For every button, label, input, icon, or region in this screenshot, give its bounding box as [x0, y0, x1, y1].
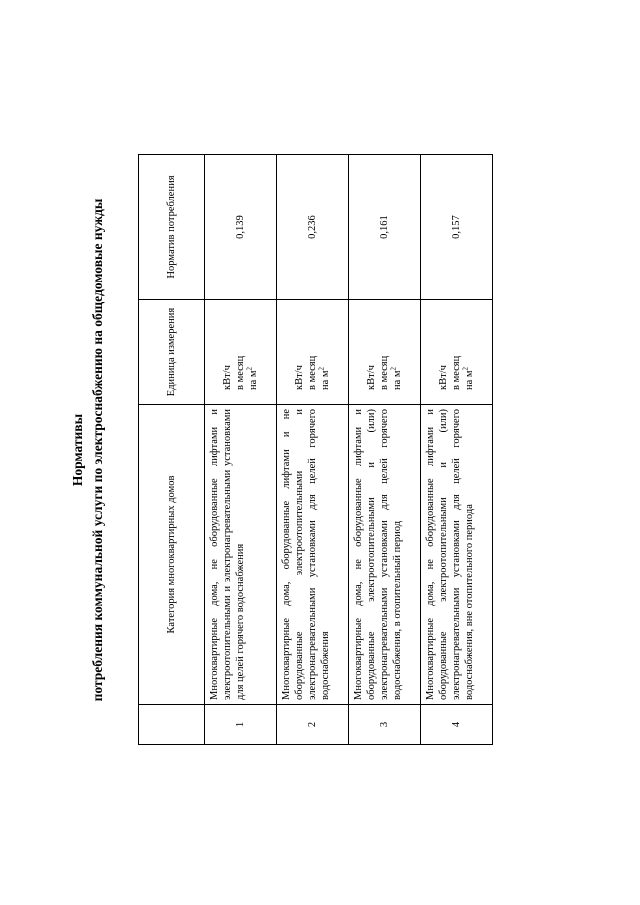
header-unit: Единица измерения — [139, 300, 205, 405]
row-category: Многоквартирные дома, не оборудованные лифтами и оборудованные электроотопительными и (или) электронагревательными установками для целей горячего водоснабжения, вне отопительного периода — [421, 405, 493, 705]
row-unit: кВт/ч в месяц на $м^2$ — [277, 300, 349, 405]
row-norm: 0,236 — [277, 155, 349, 300]
table-header-row — [139, 155, 205, 745]
table-row — [277, 155, 349, 745]
row-num: 4 — [421, 705, 493, 745]
row-unit: кВт/ч в месяц на $м^2$ — [205, 300, 277, 405]
row-num: 3 — [349, 705, 421, 745]
table-row — [205, 155, 277, 745]
row-norm: 0,139 — [205, 155, 277, 300]
document-subtitle: потребления коммунальной услуги по электроснабжению на общедомовые нужды — [90, 198, 105, 702]
document-title: Нормативы — [70, 413, 85, 487]
table-row — [421, 155, 493, 745]
row-category: Многоквартирные дома, не оборудованные лифтами и оборудованные электроотопительными и (или) электронагревательными установками для целей горячего водоснабжения, в отопительный период — [349, 405, 421, 705]
header-num — [139, 705, 205, 745]
row-category: Многоквартирные дома, не оборудованные лифтами и электроотопительными и электронагревательными установками для целей горячего водоснабжения — [205, 405, 277, 705]
table-row — [349, 155, 421, 745]
row-unit: кВт/ч в месяц на $м^2$ — [349, 300, 421, 405]
row-num: 2 — [277, 705, 349, 745]
row-norm: 0,161 — [349, 155, 421, 300]
header-category: Категория многоквартирных домов — [139, 405, 205, 705]
header-norm: Норматив потребления — [139, 155, 205, 300]
row-category: Многоквартирные дома, оборудованные лифтами и не оборудованные электроотопительными и электронагревательными установками для целей горячего водоснабжения — [277, 405, 349, 705]
row-unit: кВт/ч в месяц на $м^2$ — [421, 300, 493, 405]
row-num: 1 — [205, 705, 277, 745]
norms-table — [138, 154, 493, 745]
rotated-page — [60, 155, 480, 745]
row-norm: 0,157 — [421, 155, 493, 300]
